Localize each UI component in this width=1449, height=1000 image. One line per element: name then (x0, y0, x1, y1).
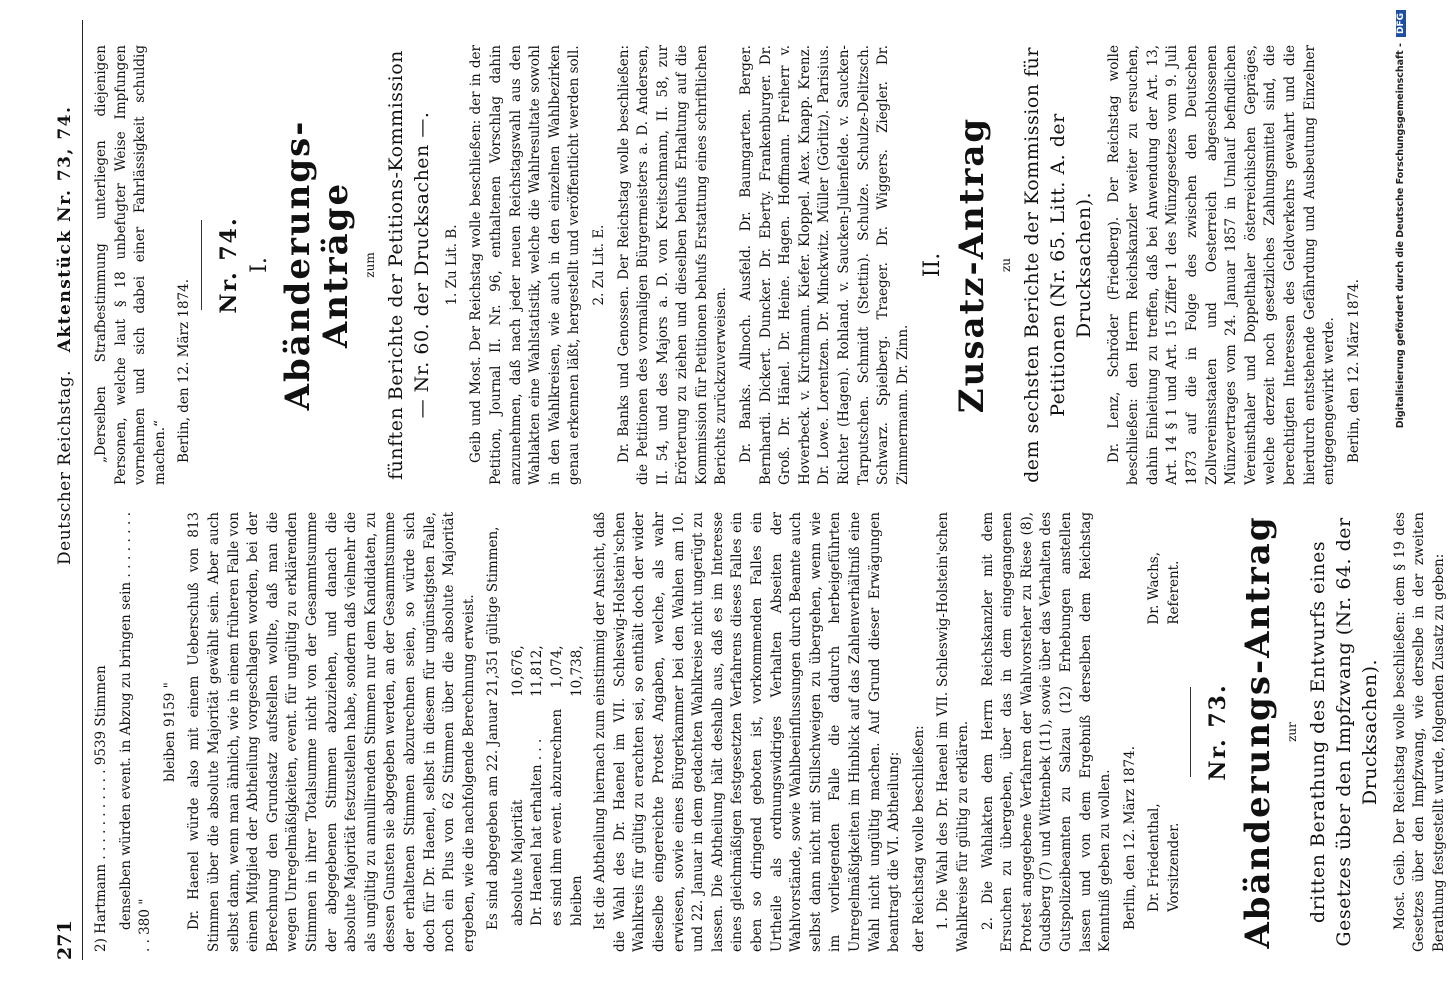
vote-label: bleiben (568, 875, 585, 926)
divider (1190, 687, 1191, 777)
signature-name: Dr. Wachs, (1146, 552, 1163, 625)
connector-word: zu (999, 257, 1013, 273)
page-number: 271 (54, 920, 76, 960)
right-column (92, 45, 1362, 485)
section-subtitle: dem sechsten Berichte der Kommission für Petitionen (Nr. 65. Litt. A. der Drucksachen). (1020, 47, 1095, 483)
vote-remaining: bleiben 9159 " (161, 682, 178, 782)
motion-intro: der Reichstag wolle beschließen: (910, 725, 927, 952)
motion-item: 1. Die Wahl des Dr. Haenel im VII. Schleswig-Holstein'schen Wahlkreise für gültig zu erklären. (935, 512, 971, 952)
subsection-heading: 2. Zu Lit. E. (590, 224, 607, 306)
paragraph: Ist die Abtheilung hiernach zum einstimmig der Ansicht, daß die Wahl des Dr. Haenel im VII. Schleswig-Holstein'schen Wahlkreis für gültig zu erachten sei, so enthält doch der wider dieselbe eingereichte Protest Angaben, welche, als wahr erwiesen, sowie eines Bürgerkammer bei den Wahlen am 10. und 22. Januar in dem gedachten Wahlkreise nicht ungerügt zu lassen. Die Abtheilung hält deshalb aus, daß es im Interesse eines gleichmäßigen festgesetzten Verfahrens dieses Falles ein eben so dringend geboten ist, vorkommenden Falles ein Urtheile als ordnungswidriges Verhalten Abseiten der Wahlvorstände, sowie Wahlbeeinflussungen durch Beamte auch selbst dann nicht mit Stillschweigen zu übergehen, wenn wie im vorliegenden Falle die dadurch herbeigeführten Unregelmäßigkeiten im Hinblick auf das Zahlenverhältniß eine Wahl nicht ungültig machen. Auf Grund dieser Erwägungen beantragt die VI. Abtheilung: (592, 512, 903, 952)
paragraph: Dr. Banks und Genossen. Der Reichstag wolle beschließen: die Petitionen des vormaligen Bürgermeisters a. D. Andersen, II. 54, und des Majors a. D. von Kreitschmann, II. 58, zur Erörterung zu ziehen und dieselben behufs Erhaltung auf die Kommission für Petitionen behufs Erstattung eines schriftlichen Berichts zurückzuverweisen. (615, 45, 730, 485)
signatures (1145, 512, 1184, 952)
digitization-credit (1395, 10, 1406, 610)
credit-text: Digitalisierung gefördert durch die Deutsche Forschungsgemeinschaft - (1395, 43, 1406, 429)
motion-item: 2. Die Wahlakten dem Herrn Reichskanzler mit dem Ersuchen zu übergeben, über das in dem eingegangenen Protest angegebene Verfahren der Wahlvorsteher zu Riese (8), Gudsberg (7) und Wittenbek (11), sowie über das Verhalten des Gutspolizeibeamten zu Salzau (12) Erhebungen anstellen lassen und von dem Ergebniß derselben dem Reichstag Kenntniß geben zu wollen. (979, 512, 1114, 952)
signature-role: Vorsitzender. (1165, 822, 1182, 912)
vote-value: 11,812, (529, 645, 546, 697)
signature-role: Referent. (1165, 560, 1182, 625)
vote-row (568, 639, 588, 932)
publication-name: Deutscher Reichstag. (55, 370, 75, 565)
paragraph: Dr. Lenz, Schröder (Friedberg). Der Reichstag wolle beschließen: den Herrn Reichskanzler weiter zu ersuchen, dahin Einleitung zu treffen, daß bei Anwendung der Art. 13, Art. 14 § 1 und Art. 15 Ziffer 1 des Münzgesetzes vom 9. Juli 1873 auf die in Folge des zwischen den Deutschen Zollvereinsstaaten und Oesterreich abgeschlossenen Münzvertrages vom 24. Januar 1857 in Umlauf befindlichen Vereinsthaler und Doppelthaler österreichischen Gepräges, welche derzeit noch gesetzliches Zahlungsmittel sind, die berechtigten Interessen des Geldverkehrs gewahrt und die hierdurch entstehende Gefährdung und Ausbeutung Einzelner entgegengewirkt werde. (1105, 45, 1338, 485)
section-number: Nr. 73. (1205, 683, 1232, 781)
part-number: II. (920, 252, 946, 278)
connector-word: zur (1285, 722, 1300, 742)
document-reference: Aktenstück Nr. 73, 74. (55, 105, 75, 353)
vote-deduction: denselben würden event. in Abzug zu bringen sein . . . . . . . . . . 380 " (117, 512, 154, 952)
vote-value: 10,738, (568, 645, 585, 697)
dfg-logo: DFG (1396, 10, 1406, 37)
paragraph: Dr. Haenel würde also mit einem Ueberschuß von 813 Stimmen über die absolute Majorität gewählt sein. Aber auch selbst dann, wenn man ähnlich, wie in einem früheren Falle von einem Mitglied der Abtheilung vorgeschlagen worden, bei der Berechnung den Grundsatz aufstellen wollte, daß man die wegen Unregelmäßigkeiten, event. für ungültig zu erklärenden Stimmen in ihrer Totalsumme nicht von der Gesammtsumme der abgegebenen Stimmen abzuziehen, und danach die absolute Majorität festzustellen habe, sondern daß vielmehr die als ungültig zu annullirenden Stimmen nur dem Kandidaten, zu dessen Gunsten sie abgegeben werden, an der Gesammtsumme der erhaltenen Stimmen abzurechnen seien, so würde sich doch für Dr. Haenel, selbst in diesem für ungünstigsten Falle, noch ein Plus von 62 Stimmen über die absolute Majorität ergeben, wie die nachfolgende Berechnung erweist. (186, 512, 477, 952)
vote-label: es sind ihm event. abzurechnen (549, 708, 566, 926)
signature-chair (1145, 803, 1184, 912)
quoted-provision: „Derselben Strafbestimmung unterliegen diejenigen Personen, welche laut § 18 unbefugter Weise Impfungen vornehmen und sich dabei einer Fahrlässigkeit schuldig machen.“ (93, 45, 168, 485)
section-title: Abänderungs-Anträge (278, 119, 357, 411)
date-line: Berlin, den 12. März 1874. (1121, 745, 1138, 930)
section-title: Zusatz-Antrag (952, 116, 992, 414)
section-number: Nr. 74. (215, 216, 242, 314)
signature-rapporteur (1145, 552, 1184, 625)
vote-row (528, 639, 548, 932)
section-subtitle: dritten Berathung des Entwurfs eines Gesetzes über den Impfzwang (Nr. 64. der Drucksachen). (1306, 517, 1381, 947)
connector-word: zum (363, 252, 378, 278)
vote-label: absolute Majorität (509, 799, 526, 926)
signature-name: Dr. Friedenthal, (1146, 803, 1163, 912)
section-subtitle: fünften Berichte der Petitions-Kommission — Nr. 60. der Drucksachen —. (384, 50, 433, 480)
page-header (52, 20, 83, 960)
paragraph: Geib und Most. Der Reichstag wolle beschließen: der in der Petition, Journal II. Nr. 96, enthaltenen Vorschlag dahin anzunehmen, daß nach jeder neuen Reichstagswahl aus den Wahlakten eine Wahlstatistik, welche die Wahlresultate sowohl in den Wahlkreisen, wie auch in den einzelnen Wahlbezirken genau erkennen läßt, hergestellt und veröffentlicht werden soll. (468, 45, 583, 485)
left-column (92, 512, 1447, 952)
date-line: Berlin, den 12. März 1874. (176, 278, 193, 463)
vote-count-hartmann: 2) Hartmann . . . . . . . . . . . 9539 Stimmen (93, 665, 109, 952)
vote-label: Dr. Haenel hat erhalten . . . (529, 738, 546, 926)
running-title (55, 106, 75, 565)
vote-table (509, 639, 587, 932)
date-line: Berlin, den 12. März 1874. (1345, 278, 1362, 463)
divider (201, 220, 202, 310)
paragraph: Most. Geib. Der Reichstag wolle beschließen: dem § 19 des Gesetzes über den Impfzwang, wie derselbe in der zweiten Berathung festgestellt wurde, folgenden Zusatz zu geben: (1391, 512, 1447, 952)
vote-value: 10,676, (509, 645, 526, 697)
vote-row (548, 639, 568, 932)
vote-row (509, 639, 529, 932)
section-title: Abänderungs-Antrag (1238, 515, 1279, 949)
part-number: I. (246, 257, 272, 273)
vote-value: 1,074, (549, 645, 566, 689)
subsection-heading: 1. Zu Lit. B. (443, 224, 460, 306)
paragraph: Es sind abgegeben am 22. Januar 21,351 gültige Stimmen, (485, 526, 502, 930)
signatory-list: Dr. Banks. Allnoch. Ausfeld. Dr. Baumgarten. Berger. Bernhardi. Dickert. Duncker. Dr. Eberty. Frankenburger. Dr. Groß. Dr. Hänel. Dr. Heine. Hagen. Hoffmann. Freiherr v. Hoverbeck. v. Kirchmann. Kiefer. Kloppel. Alex. Knapp. Krenz. Dr. Lowe. Lorentzen. Dr. Minckwitz. Müller (Görlitz). Parisius. Richter (Hagen). Rohland. v. Saucken-Julienfelde. v. Saucken-Tarputschen. Schmidt (Stettin). Schulze. Schulze-Delitzsch. Schwarz. Spielberg. Traeger. Dr. Wiggers. Ziegler. Dr. Zimmermann. Dr. Zinn. (738, 45, 911, 485)
